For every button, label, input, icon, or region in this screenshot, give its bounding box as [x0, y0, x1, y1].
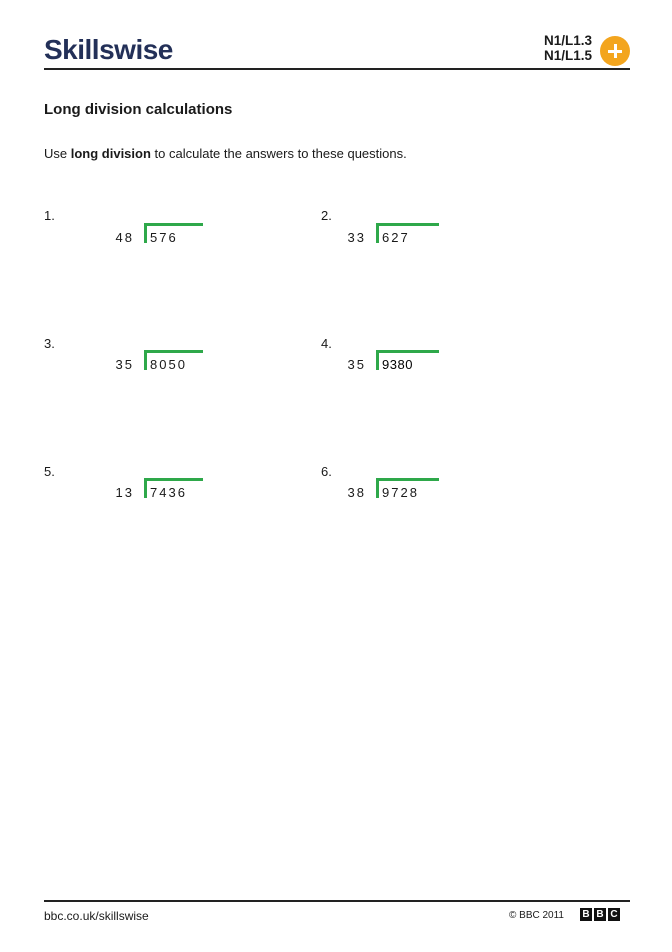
level-code-2: N1/L1.5	[543, 48, 592, 63]
copyright: © BBC 2011	[509, 910, 564, 921]
question-number: 4.	[321, 336, 332, 351]
curriculum-levels	[544, 33, 592, 63]
divisor: 38	[347, 485, 366, 500]
divisor: 48	[115, 230, 134, 245]
dividend: 9380	[382, 357, 413, 372]
dividend: 7436	[150, 485, 187, 500]
bbc-logo-letter: B	[594, 908, 606, 921]
question-number: 6.	[321, 464, 332, 479]
dividend: 9728	[382, 485, 419, 500]
header-divider	[44, 68, 630, 70]
instructions-prefix: Use	[44, 146, 71, 161]
level-code-1: N1/L1.3	[543, 33, 592, 48]
divisor: 13	[115, 485, 134, 500]
divisor: 33	[347, 230, 366, 245]
bbc-logo	[580, 908, 620, 921]
footer-url: bbc.co.uk/skillswise	[44, 909, 149, 923]
question-number: 2.	[321, 208, 332, 223]
worksheet-title: Long division calculations	[44, 101, 233, 118]
question-number: 1.	[44, 208, 55, 223]
instructions-suffix: to calculate the answers to these questions.	[150, 146, 407, 161]
skillswise-logo: Skillswise	[44, 34, 173, 65]
dividend: 576	[150, 230, 178, 245]
plus-icon	[600, 36, 630, 66]
dividend: 627	[382, 230, 410, 245]
divisor: 35	[347, 357, 366, 372]
instructions	[44, 146, 407, 161]
bbc-logo-letter: C	[608, 908, 620, 921]
footer-divider	[44, 900, 630, 902]
dividend: 8050	[150, 357, 187, 372]
divisor: 35	[115, 357, 134, 372]
question-number: 5.	[44, 464, 55, 479]
instructions-bold: long division	[70, 146, 151, 161]
question-number: 3.	[44, 336, 55, 351]
bbc-logo-letter: B	[580, 908, 592, 921]
